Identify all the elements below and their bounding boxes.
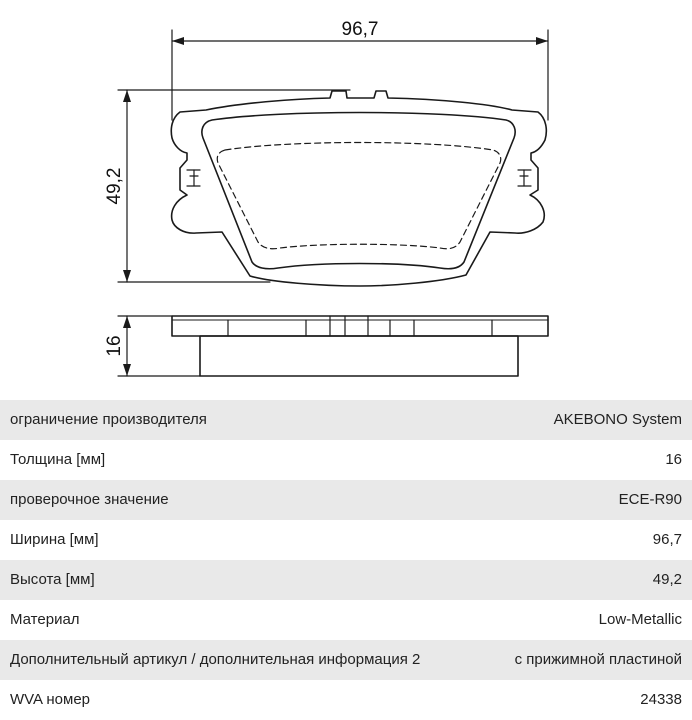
wear-line-dashed (217, 143, 500, 249)
thickness-dimension (118, 316, 200, 376)
spec-label: Высота [мм] (0, 560, 482, 600)
spec-value: 24338 (482, 680, 692, 720)
table-row (0, 520, 692, 560)
spec-value: ECE-R90 (482, 480, 692, 520)
spec-value: Low-Metallic (482, 600, 692, 640)
table-row (0, 560, 692, 600)
right-clip-detail (518, 170, 531, 186)
table-row (0, 400, 692, 440)
table-row (0, 440, 692, 480)
table-row (0, 480, 692, 520)
spec-value: 49,2 (482, 560, 692, 600)
height-dimension-label: 49,2 (104, 167, 125, 205)
spec-label: ограничение производителя (0, 400, 482, 440)
spec-value: 16 (482, 440, 692, 480)
table-row (0, 680, 692, 720)
friction-pad-outline (202, 113, 515, 269)
left-clip-detail (187, 170, 200, 186)
spec-value: с прижимной пластиной (482, 640, 692, 680)
table-row (0, 600, 692, 640)
table-row (0, 640, 692, 680)
spec-label: Дополнительный артикул / дополнительная информация 2 (0, 640, 482, 680)
spec-label: Толщина [мм] (0, 440, 482, 480)
width-dimension-label: 96,7 (341, 19, 379, 40)
spec-label: проверочное значение (0, 480, 482, 520)
height-dimension (118, 90, 350, 282)
spec-value: AKEBONO System (482, 400, 692, 440)
thickness-dimension-label: 16 (104, 335, 125, 357)
spec-label: WVA номер (0, 680, 482, 720)
specifications-table (0, 400, 692, 720)
backing-plate-outline (171, 91, 546, 286)
side-view (172, 316, 548, 376)
spec-label: Ширина [мм] (0, 520, 482, 560)
spec-label: Материал (0, 600, 482, 640)
spec-value: 96,7 (482, 520, 692, 560)
